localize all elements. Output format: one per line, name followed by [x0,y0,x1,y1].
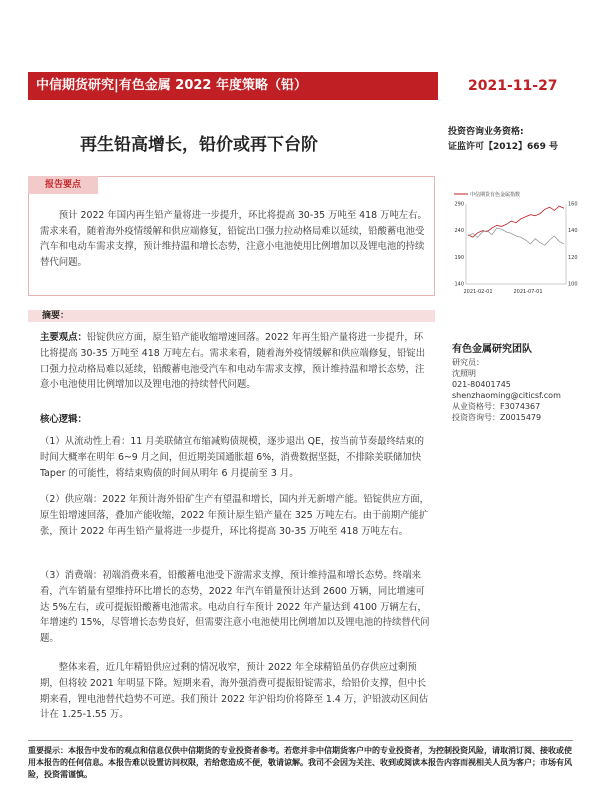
report-date: 2021-11-27 [468,78,558,94]
team-email: shenzhaoming@citicsf.com [452,391,561,400]
abstract-bar [28,310,435,322]
qualification-label: 投资咨询业务资格: [448,127,524,137]
report-banner: 中信期货研究|有色金属 2022 年度策略（铅） [28,72,438,100]
main-points [40,330,430,393]
left-tick-label: 290 [454,201,464,208]
right-tick-label: 140 [568,228,578,235]
left-tick-label: 240 [454,228,464,235]
summary-text: 预计 2022 年国内再生铅产量将进一步提升，环比将提高 30-35 万吨至 418 万吨左右。需求来看，随着海外疫情缓解和供应端修复，铅锭出口强力拉动格局难以延续，铅酸蓄电池受汽车和电动车需求支撑，预计维持温和增长态势，注意小电池使用比例增加以及锂电池的持续替代问题。 [40,210,427,268]
abstract-label: 摘要： [42,311,70,321]
left-tick-label: 190 [454,254,464,261]
right-tick-label: 100 [568,281,578,288]
chart-legend: 中信期货有色金属指数 [470,192,521,198]
disclaimer: 重要提示：本报告中发布的观点和信息仅供中信期货的专业投资者参考。若您并非中信期货客户中的专业投资者，为控制投资风险，请取消订阅、接收或使用本报告的任何信息。本报告难以设置访问权限，若给您造成不便，敬请谅解。我司不会因为关注、收到或阅读本报告内容而视相关人员为客户；市场有风险，投资需谨慎。 [28,740,573,781]
main-points-text: 铅锭供应方面，原生铅产能收缩增速回落。2022 年再生铅产量将进一步提升，环比将提高 30-35 万吨至 418 万吨左右。需求来看，随着海外疫情缓解和供应端修复，铅锭出口强力拉动格局难以延续，铅酸蓄电池受汽车和电动车需求支撑，预计维持温和增长态势，注意小电池使用比例增加以及锂电池的持续替代问题。 [40,332,426,391]
paragraph-supply: （2）供应端：2022 年预计海外铅矿生产有望温和增长，国内并无新增产能。铅锭供应方面，原生铅增速回落，叠加产能收缩，2022 年预计原生铅产量在 325 万吨左右。由于前期产能扩张，预计 2022 年再生铅产量将进一步提升，环比将提高 30-35 万吨至 418 万吨左右。 [40,494,430,537]
left-tick-label: 140 [454,281,464,288]
team-phone: 021-80401745 [452,380,511,389]
qualification-license: 证监许可【2012】669 号 [448,142,558,152]
x-tick-label: 2021-02-01 [463,289,493,295]
summary-tag: 报告要点 [28,176,98,194]
team-license-2: 投资咨询号：Z0015479 [452,413,542,422]
team-role: 研究员： [452,358,484,367]
paragraph-liquidity: （1）从流动性上看：11 月美联储宣布缩减购债规模，逐步退出 QE，按当前节奏最终结束的时间大概率在明年 6~9 月之间，但近期美国通胀超 6%，消费数据坚挺，不排除美联储加快 Taper 的可能性，将结束购债的时间从明年 6 月提前至 3 月。 [40,436,425,479]
team-title: 有色金属研究团队 [452,344,532,355]
right-tick-label: 160 [568,201,578,208]
x-tick-label: 2021-07-01 [513,289,543,295]
team-license-1: 从业资格号：F3074367 [452,402,541,411]
paragraph-consumption: （3）消费端：初端消费来看，铅酸蓄电池受下游需求支撑，预计维持温和增长态势。终端来看，汽车销量有望维持环比增长的态势，2022 年汽车销量预计达到 2600 万辆，同比增速可达 5%左右，或可提振铅酸蓄电池需求。电动自行车预计 2022 年产量达到 4100 万辆左右，年增速约 15%，尽管增长态势良好，但需要注意小电池使用比例增加以及锂电池的持续替代问题。 [40,570,430,645]
index-chart [448,186,584,304]
right-tick-label: 120 [568,254,578,261]
team-name: 沈照明 [452,369,476,378]
report-title: 再生铅高增长，铅价或再下台阶 [80,135,318,155]
paragraph-summary: 整体来看，近几年精铅供应过剩的情况收窄，预计 2022 年全球精铅虽仍存供应过剩预期，但将较 2021 年明显下降。短期来看，海外强消费可提振铅锭需求，给铅价支撑，但中长期来看，锂电池替代趋势不可逆。我们预计 2022 年沪铅均价将降至 1.4 万，沪铅波动区间估计在 1.25-1.55 万。 [40,662,429,721]
core-logic-label: 核心逻辑： [40,414,87,425]
main-points-label: 主要观点： [40,332,87,343]
